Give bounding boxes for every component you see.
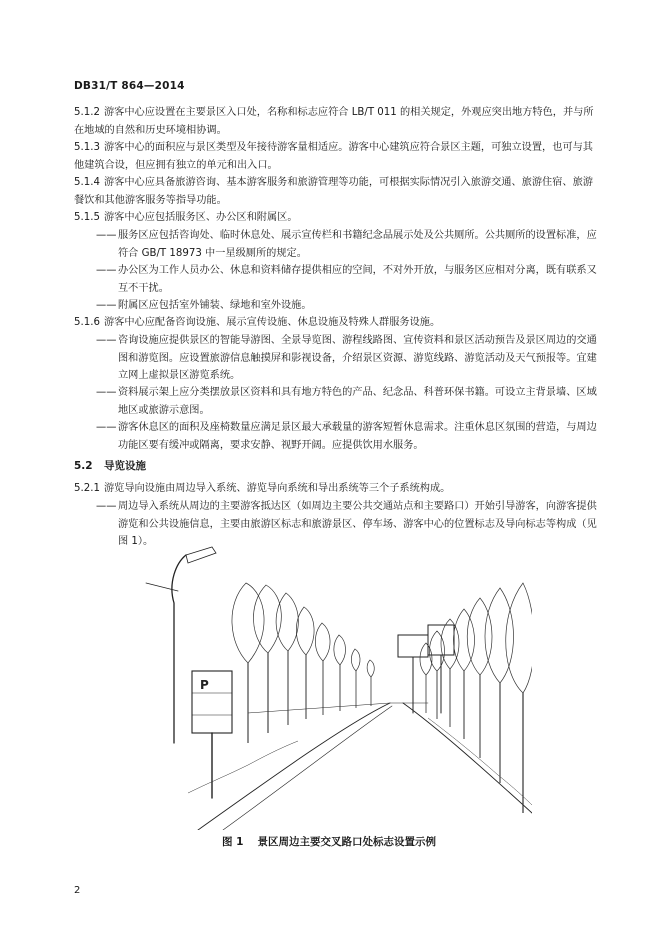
list-item-text: 附属区应包括室外铺装、绿地和室外设施。 xyxy=(118,300,312,311)
clause-number: 5.1.4 xyxy=(74,177,100,188)
clause-number: 5.1.5 xyxy=(74,212,100,223)
list-item xyxy=(96,262,602,297)
list-item-text: 办公区为工作人员办公、休息和资料储存提供相应的空间，不对外开放，与服务区应相对分离，既有联系又互不干扰。 xyxy=(118,265,597,294)
figure-caption-label: 图 1 xyxy=(222,836,244,848)
figure-road-signage-illustration xyxy=(128,543,532,830)
list-item-text: 游客休息区的面积及座椅数量应满足景区最大承载量的游客短暂休息需求。注重休息区氛围的营造，与周边功能区要有缓冲或隔离，要求安静、视野开阔。应提供饮用水服务。 xyxy=(118,422,597,451)
clause-5-1-4 xyxy=(74,174,600,209)
clause-text: 游客中心应配备咨询设施、展示宣传设施、休息设施及特殊人群服务设施。 xyxy=(104,317,441,328)
clause-text: 游客中心应具备旅游咨询、基本游客服务和旅游管理等功能，可根据实际情况引入旅游交通、旅游住宿、旅游餐饮和其他游客服务等指导功能。 xyxy=(74,177,593,206)
clause-text: 游览导向设施由周边导入系统、游览导向系统和导出系统等三个子系统构成。 xyxy=(104,483,451,494)
list-item xyxy=(96,227,602,262)
page-number: 2 xyxy=(74,885,81,896)
clause-5-1-5 xyxy=(74,209,600,227)
clause-number: 5.1.6 xyxy=(74,317,100,328)
clause-5-1-2 xyxy=(74,104,600,139)
list-dash: —— xyxy=(96,265,117,276)
clause-text: 游客中心的面积应与景区类型及年接待游客量相适应。游客中心建筑应符合景区主题，可独立设置，也可与其他建筑合设，但应拥有独立的单元和出入口。 xyxy=(74,142,593,171)
list-dash: —— xyxy=(96,335,117,346)
list-dash: —— xyxy=(96,230,117,241)
list-item xyxy=(96,297,602,315)
list-item-text: 资料展示架上应分类摆放景区资料和具有地方特色的产品、纪念品、科普环保书籍。可设立主背景墙、区域地区或旅游示意图。 xyxy=(118,387,597,416)
clause-5-1-6 xyxy=(74,314,600,332)
list-item xyxy=(96,332,602,385)
list-dash: —— xyxy=(96,501,117,512)
clause-5-1-3 xyxy=(74,139,600,174)
parking-sign-letter: P xyxy=(200,678,209,692)
list-dash: —— xyxy=(96,300,117,311)
list-dash: —— xyxy=(96,387,117,398)
list-item xyxy=(96,419,602,454)
section-title: 导览设施 xyxy=(104,460,146,472)
clause-number: 5.1.3 xyxy=(74,142,100,153)
section-number: 5.2 xyxy=(74,460,93,472)
standard-code: DB31/T 864—2014 xyxy=(74,80,185,92)
list-item xyxy=(96,384,602,419)
list-item-text: 周边导入系统从周边的主要游客抵达区（如周边主要公共交通站点和主要路口）开始引导游客，向游客提供游览和公共设施信息，主要由旅游区标志和旅游景区、停车场、游客中心的位置标志及导向标志等构成（见图 1）。 xyxy=(118,501,597,547)
clause-5-2-1 xyxy=(74,480,600,498)
figure-caption-text: 景区周边主要交叉路口处标志设置示例 xyxy=(257,836,436,848)
clause-text: 游客中心应包括服务区、办公区和附属区。 xyxy=(104,212,298,223)
clause-text: 游客中心应设置在主要景区入口处，名称和标志应符合 LB/T 011 的相关规定，外观应突出地方特色，并与所在地域的自然和历史环境相协调。 xyxy=(74,107,594,136)
section-heading-5-2 xyxy=(74,458,146,473)
list-item-text: 咨询设施应提供景区的智能导游图、全景导览图、游程线路图、宣传资料和景区活动预告及景区周边的交通图和游览图。应设置旅游信息触摸屏和影视设备，介绍景区资源、游览线路、游览活动及天气预报等。宜建立网上虚拟景区游览系统。 xyxy=(118,335,597,381)
right-trees xyxy=(420,583,532,813)
left-trees xyxy=(232,583,374,743)
figure-caption xyxy=(0,834,658,849)
list-dash: —— xyxy=(96,422,117,433)
clause-number: 5.2.1 xyxy=(74,483,100,494)
clause-number: 5.1.2 xyxy=(74,107,100,118)
list-item-text: 服务区应包括咨询处、临时休息处、展示宣传栏和书籍纪念品展示处及公共厕所。公共厕所的设置标准，应符合 GB/T 18973 中一星级厕所的规定。 xyxy=(118,230,597,259)
